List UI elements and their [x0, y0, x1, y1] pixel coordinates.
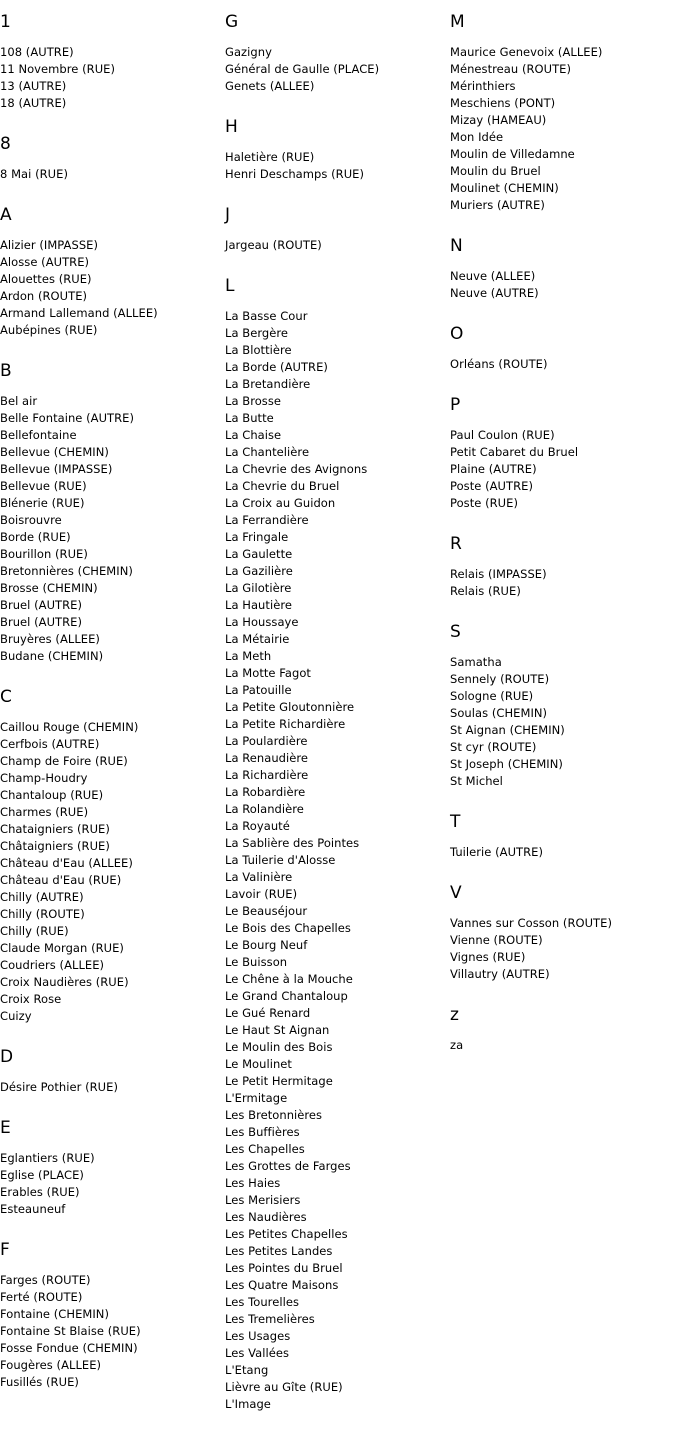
street-entry[interactable]: Villautry (AUTRE) — [450, 967, 550, 981]
street-entry[interactable]: Neuve (ALLEE) — [450, 269, 536, 283]
street-entry[interactable]: St Joseph (CHEMIN) — [450, 757, 563, 771]
street-entry[interactable]: Châtaigniers (RUE) — [0, 839, 110, 853]
street-entry[interactable]: Chilly (AUTRE) — [0, 890, 84, 904]
street-entry[interactable]: Bruel (AUTRE) — [0, 598, 83, 612]
street-entry[interactable]: Mon Idée — [450, 130, 504, 144]
letter-heading: B — [0, 361, 12, 381]
street-entry[interactable]: Désire Pothier (RUE) — [0, 1080, 118, 1094]
letter-group — [450, 395, 675, 512]
street-entry[interactable]: Vienne (ROUTE) — [450, 933, 543, 947]
letter-group — [0, 361, 220, 665]
street-entry[interactable]: Le Petit Hermitage — [225, 1074, 333, 1088]
street-entry[interactable]: La Bergère — [225, 326, 289, 340]
letter-heading: G — [225, 12, 239, 32]
street-entry[interactable]: La Houssaye — [225, 615, 299, 629]
street-entry[interactable]: Bruyères (ALLEE) — [0, 632, 100, 646]
street-entry[interactable]: Belle Fontaine (AUTRE) — [0, 411, 135, 425]
letter-group — [450, 622, 675, 790]
letter-group — [225, 276, 445, 1413]
street-entry[interactable]: Ferté (ROUTE) — [0, 1290, 83, 1304]
street-entry[interactable]: L'Image — [225, 1397, 271, 1411]
street-entry[interactable]: 8 Mai (RUE) — [0, 167, 68, 181]
street-entry[interactable]: La Motte Fagot — [225, 666, 311, 680]
letter-heading: T — [450, 812, 461, 832]
letter-group — [0, 205, 220, 339]
street-entry[interactable]: Esteauneuf — [0, 1202, 66, 1216]
letter-group — [450, 12, 675, 214]
street-entry[interactable]: Les Petites Chapelles — [225, 1227, 348, 1241]
street-entry[interactable]: Charmes (RUE) — [0, 805, 89, 819]
street-entry[interactable]: Jargeau (ROUTE) — [225, 238, 322, 252]
street-entry[interactable]: Neuve (AUTRE) — [450, 286, 539, 300]
letter-heading: F — [0, 1240, 10, 1260]
street-entry[interactable]: Le Beauséjour — [225, 904, 308, 918]
street-entry[interactable]: La Royauté — [225, 819, 290, 833]
street-entry[interactable]: La Hautière — [225, 598, 292, 612]
street-entry[interactable]: Bellevue (CHEMIN) — [0, 445, 109, 459]
street-entry[interactable]: La Sablière des Pointes — [225, 836, 360, 850]
street-entry[interactable]: Les Haies — [225, 1176, 281, 1190]
street-entry[interactable]: L'Etang — [225, 1363, 269, 1377]
street-entry[interactable]: La Butte — [225, 411, 274, 425]
street-entry[interactable]: Relais (IMPASSE) — [450, 567, 547, 581]
street-entry[interactable]: Chilly (RUE) — [0, 924, 69, 938]
street-entry[interactable]: 11 Novembre (RUE) — [0, 62, 116, 76]
street-entry[interactable]: Château d'Eau (RUE) — [0, 873, 122, 887]
street-entry[interactable]: Eglantiers (RUE) — [0, 1151, 95, 1165]
street-entry[interactable]: Poste (AUTRE) — [450, 479, 533, 493]
street-entry[interactable]: Bretonnières (CHEMIN) — [0, 564, 133, 578]
street-entry[interactable]: Les Naudières — [225, 1210, 307, 1224]
street-entry[interactable]: Vignes (RUE) — [450, 950, 526, 964]
street-entry[interactable]: Les Usages — [225, 1329, 291, 1343]
street-entry[interactable]: La Meth — [225, 649, 272, 663]
street-entry[interactable]: Relais (RUE) — [450, 584, 521, 598]
street-entry[interactable]: Général de Gaulle (PLACE) — [225, 62, 380, 76]
street-entry[interactable]: Paul Coulon (RUE) — [450, 428, 555, 442]
street-entry[interactable]: La Richardière — [225, 768, 309, 782]
letter-heading: V — [450, 883, 462, 903]
street-entry[interactable]: Mérinthiers — [450, 79, 516, 93]
street-entry[interactable]: Fusillés (RUE) — [0, 1375, 79, 1389]
letter-group — [0, 134, 220, 183]
street-entry[interactable]: Farges (ROUTE) — [0, 1273, 91, 1287]
street-entry[interactable]: Ardon (ROUTE) — [0, 289, 88, 303]
street-entry[interactable]: Le Haut St Aignan — [225, 1023, 330, 1037]
street-entry[interactable]: Poste (RUE) — [450, 496, 518, 510]
street-entry[interactable]: Soulas (CHEMIN) — [450, 706, 548, 720]
letter-group — [450, 534, 675, 600]
letter-heading: N — [450, 236, 463, 256]
street-entry[interactable]: La Renaudière — [225, 751, 309, 765]
letter-group — [0, 1240, 220, 1391]
letter-heading: L — [225, 276, 235, 296]
street-entry[interactable]: L'Ermitage — [225, 1091, 288, 1105]
letter-heading: C — [0, 687, 12, 707]
letter-group — [0, 687, 220, 1025]
street-entry[interactable]: Henri Deschamps (RUE) — [225, 167, 365, 181]
letter-group — [450, 236, 675, 302]
street-entry[interactable]: Boisrouvre — [0, 513, 62, 527]
street-entry[interactable]: Muriers (AUTRE) — [450, 198, 545, 212]
street-entry[interactable]: La Ferrandière — [225, 513, 309, 527]
street-column-2 — [225, 12, 445, 1435]
letter-heading: 1 — [0, 12, 11, 32]
street-entry[interactable]: Les Petites Landes — [225, 1244, 333, 1258]
street-entry[interactable]: Champ-Houdry — [0, 771, 88, 785]
street-entry[interactable]: Moulin de Villedamne — [450, 147, 575, 161]
letter-group — [0, 1047, 220, 1096]
street-entry[interactable]: Fontaine (CHEMIN) — [0, 1307, 109, 1321]
street-entry[interactable]: Mizay (HAMEAU) — [450, 113, 547, 127]
street-entry[interactable]: Château d'Eau (ALLEE) — [0, 856, 133, 870]
street-entry[interactable]: La Gazilière — [225, 564, 293, 578]
street-entry[interactable]: Les Tremelières — [225, 1312, 315, 1326]
street-entry[interactable]: Fontaine St Blaise (RUE) — [0, 1324, 141, 1338]
street-entry[interactable]: Armand Lallemand (ALLEE) — [0, 306, 158, 320]
street-entry[interactable]: Eglise (PLACE) — [0, 1168, 84, 1182]
street-entry[interactable]: Ménestreau (ROUTE) — [450, 62, 572, 76]
letter-heading: M — [450, 12, 465, 32]
street-entry[interactable]: Brosse (CHEMIN) — [0, 581, 98, 595]
street-entry[interactable]: Genets (ALLEE) — [225, 79, 315, 93]
letter-group — [450, 324, 675, 373]
street-entry[interactable]: La Petite Gloutonnière — [225, 700, 355, 714]
street-entry[interactable]: La Patouille — [225, 683, 292, 697]
street-entry[interactable]: Chilly (ROUTE) — [0, 907, 85, 921]
letter-group — [450, 812, 675, 861]
street-entry[interactable]: Les Merisiers — [225, 1193, 301, 1207]
letter-heading: A — [0, 205, 12, 225]
street-entry[interactable]: La Tuilerie d'Alosse — [225, 853, 336, 867]
street-entry[interactable]: Le Gué Renard — [225, 1006, 311, 1020]
street-entry[interactable]: Chataigniers (RUE) — [0, 822, 110, 836]
street-entry[interactable]: Les Vallées — [225, 1346, 290, 1360]
letter-group — [450, 1005, 675, 1054]
street-entry[interactable]: Meschiens (PONT) — [450, 96, 556, 110]
street-entry[interactable]: Moulin du Bruel — [450, 164, 541, 178]
street-entry[interactable]: Les Pointes du Bruel — [225, 1261, 343, 1275]
letter-group — [225, 205, 445, 254]
letter-heading: D — [0, 1047, 14, 1067]
street-entry[interactable]: La Bretandière — [225, 377, 311, 391]
street-entry[interactable]: Les Buffières — [225, 1125, 300, 1139]
street-entry[interactable]: La Métairie — [225, 632, 290, 646]
street-entry[interactable]: Fosse Fondue (CHEMIN) — [0, 1341, 138, 1355]
street-entry[interactable]: Bellevue (RUE) — [0, 479, 87, 493]
street-entry[interactable]: Chantaloup (RUE) — [0, 788, 104, 802]
street-entry[interactable]: Gazigny — [225, 45, 272, 59]
letter-heading: H — [225, 117, 238, 137]
street-entry[interactable]: La Basse Cour — [225, 309, 308, 323]
street-entry[interactable]: Le Moulinet — [225, 1057, 292, 1071]
street-entry[interactable]: Plaine (AUTRE) — [450, 462, 537, 476]
street-entry[interactable]: Les Grottes de Farges — [225, 1159, 351, 1173]
street-entry[interactable]: Les Tourelles — [225, 1295, 299, 1309]
street-entry[interactable]: Bel air — [0, 394, 38, 408]
street-entry[interactable]: Le Bois des Chapelles — [225, 921, 351, 935]
street-entry[interactable]: La Robardière — [225, 785, 306, 799]
street-entry[interactable]: La Chantelière — [225, 445, 310, 459]
street-entry[interactable]: La Croix au Guidon — [225, 496, 336, 510]
street-entry[interactable]: Le Grand Chantaloup — [225, 989, 348, 1003]
letter-heading: O — [450, 324, 464, 344]
letter-heading: S — [450, 622, 461, 642]
street-entry[interactable]: 108 (AUTRE) — [0, 45, 74, 59]
street-entry[interactable]: Erables (RUE) — [0, 1185, 80, 1199]
street-entry[interactable]: La Rolandière — [225, 802, 304, 816]
street-entry[interactable]: St Aignan (CHEMIN) — [450, 723, 565, 737]
street-entry[interactable]: Samatha — [450, 655, 502, 669]
street-entry[interactable]: La Blottière — [225, 343, 292, 357]
street-entry[interactable]: Orléans (ROUTE) — [450, 357, 548, 371]
street-entry[interactable]: Alouettes (RUE) — [0, 272, 92, 286]
street-entry[interactable]: Bourillon (RUE) — [0, 547, 88, 561]
street-entry[interactable]: 13 (AUTRE) — [0, 79, 67, 93]
street-entry[interactable]: Maurice Genevoix (ALLEE) — [450, 45, 603, 59]
street-column-3 — [450, 12, 675, 1076]
street-entry[interactable]: Haletière (RUE) — [225, 150, 315, 164]
street-entry[interactable]: Le Buisson — [225, 955, 288, 969]
street-entry[interactable]: Le Moulin des Bois — [225, 1040, 333, 1054]
street-entry[interactable]: Borde (RUE) — [0, 530, 71, 544]
street-entry[interactable]: Sologne (RUE) — [450, 689, 534, 703]
street-entry[interactable]: Bruel (AUTRE) — [0, 615, 83, 629]
street-entry[interactable]: Cerfbois (AUTRE) — [0, 737, 100, 751]
street-entry[interactable]: Coudriers (ALLEE) — [0, 958, 105, 972]
street-entry[interactable]: La Brosse — [225, 394, 282, 408]
street-entry[interactable]: Caillou Rouge (CHEMIN) — [0, 720, 139, 734]
street-entry[interactable]: La Chevrie du Bruel — [225, 479, 340, 493]
street-entry[interactable]: Croix Rose — [0, 992, 62, 1006]
letter-heading: E — [0, 1118, 11, 1138]
street-entry[interactable]: Le Bourg Neuf — [225, 938, 308, 952]
street-entry[interactable]: Lièvre au Gîte (RUE) — [225, 1380, 343, 1394]
street-entry[interactable]: Cuizy — [0, 1009, 32, 1023]
letter-group — [450, 883, 675, 983]
street-entry[interactable]: Les Bretonnières — [225, 1108, 323, 1122]
letter-group — [0, 1118, 220, 1218]
street-entry[interactable]: La Poulardière — [225, 734, 308, 748]
street-entry[interactable]: La Borde (AUTRE) — [225, 360, 328, 374]
street-entry[interactable]: St Michel — [450, 774, 503, 788]
street-entry[interactable]: Aubépines (RUE) — [0, 323, 98, 337]
street-entry[interactable]: Alosse (AUTRE) — [0, 255, 90, 269]
street-entry[interactable]: 18 (AUTRE) — [0, 96, 67, 110]
street-entry[interactable]: Alizier (IMPASSE) — [0, 238, 99, 252]
letter-heading: J — [225, 205, 231, 225]
street-entry[interactable]: Sennely (ROUTE) — [450, 672, 550, 686]
street-entry[interactable]: Moulinet (CHEMIN) — [450, 181, 559, 195]
street-entry[interactable]: La Valinière — [225, 870, 293, 884]
street-entry[interactable]: Blénerie (RUE) — [0, 496, 85, 510]
letter-group — [225, 117, 445, 183]
street-entry[interactable]: Claude Morgan (RUE) — [0, 941, 124, 955]
street-entry[interactable]: Croix Naudières (RUE) — [0, 975, 129, 989]
street-entry[interactable]: Petit Cabaret du Bruel — [450, 445, 579, 459]
street-entry[interactable]: za — [450, 1038, 464, 1052]
street-entry[interactable]: Les Chapelles — [225, 1142, 305, 1156]
letter-group — [0, 12, 220, 112]
letter-group — [225, 12, 445, 95]
street-entry[interactable]: La Gaulette — [225, 547, 293, 561]
street-entry[interactable]: Lavoir (RUE) — [225, 887, 298, 901]
street-entry[interactable]: Tuilerie (AUTRE) — [450, 845, 544, 859]
street-entry[interactable]: Les Quatre Maisons — [225, 1278, 339, 1292]
street-entry[interactable]: La Fringale — [225, 530, 289, 544]
street-entry[interactable]: La Chevrie des Avignons — [225, 462, 368, 476]
street-entry[interactable]: St cyr (ROUTE) — [450, 740, 537, 754]
street-entry[interactable]: La Chaise — [225, 428, 282, 442]
letter-heading: P — [450, 395, 461, 415]
street-entry[interactable]: Fougères (ALLEE) — [0, 1358, 102, 1372]
letter-heading: 8 — [0, 134, 11, 154]
street-entry[interactable]: Bellefontaine — [0, 428, 77, 442]
street-column-1 — [0, 12, 220, 1413]
street-entry[interactable]: Budane (CHEMIN) — [0, 649, 104, 663]
street-entry[interactable]: Le Chêne à la Mouche — [225, 972, 353, 986]
letter-heading: z — [450, 1005, 459, 1025]
street-entry[interactable]: Champ de Foire (RUE) — [0, 754, 128, 768]
street-entry[interactable]: Vannes sur Cosson (ROUTE) — [450, 916, 612, 930]
street-entry[interactable]: Bellevue (IMPASSE) — [0, 462, 113, 476]
street-entry[interactable]: La Gilotière — [225, 581, 292, 595]
letter-heading: R — [450, 534, 462, 554]
street-entry[interactable]: La Petite Richardière — [225, 717, 346, 731]
